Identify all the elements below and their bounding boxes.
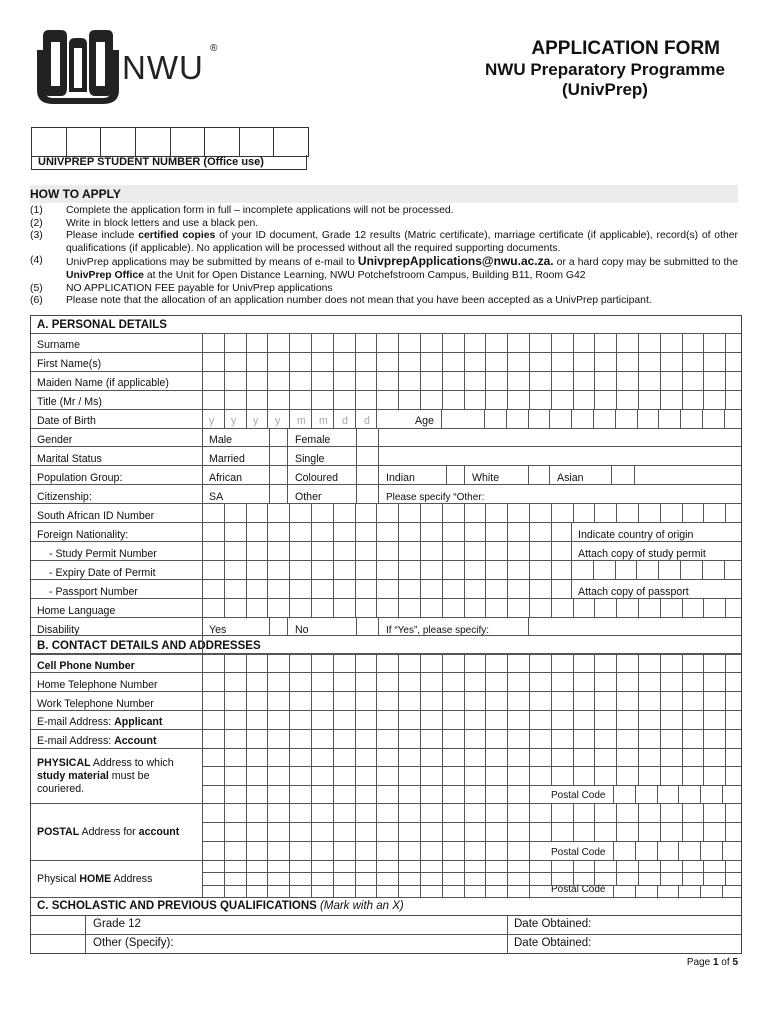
postal-code-label: Postal Code (551, 884, 606, 895)
how-to-apply-steps (30, 205, 738, 308)
step-item: (6) Please note that the allocation of an application number does not mean that you have been accepted as a UnivPrep participant. (30, 295, 652, 307)
label-surname: Surname (37, 339, 80, 351)
postal-code-label: Postal Code (551, 790, 606, 801)
digit-box[interactable] (101, 128, 136, 156)
step-item: (2) Write in block letters and use a black pen. (30, 217, 259, 229)
label-work-tel: Work Telephone Number (37, 698, 154, 710)
step-item: (5) NO APPLICATION FEE payable for UnivPrep applications (30, 282, 333, 294)
page-number: Page 1 of 5 (686, 957, 738, 968)
digit-box[interactable] (274, 128, 308, 156)
label-maiden-name: Maiden Name (if applicable) (37, 377, 169, 389)
option-other: Other (295, 491, 322, 503)
option-indian: Indian (386, 472, 415, 484)
section-a-heading: A. PERSONAL DETAILS (37, 319, 167, 331)
label-dob: Date of Birth (37, 415, 96, 427)
student-number-boxes[interactable] (31, 127, 309, 157)
option-female: Female (295, 434, 331, 446)
nwu-logo-icon (33, 30, 123, 104)
dob-placeholder: m (319, 415, 328, 427)
digit-box[interactable] (171, 128, 206, 156)
label-age: Age (415, 415, 434, 427)
option-asian: Asian (557, 472, 584, 484)
label-cell: Cell Phone Number (37, 660, 135, 672)
section-b-heading: B. CONTACT DETAILS AND ADDRESSES (37, 640, 261, 652)
student-number-label: UNIVPREP STUDENT NUMBER (Office use) (31, 155, 307, 170)
option-grade12: Grade 12 (93, 918, 141, 930)
digit-box[interactable] (240, 128, 275, 156)
label-home-tel: Home Telephone Number (37, 679, 158, 691)
label-population: Population Group: (37, 472, 123, 484)
label-first-names: First Name(s) (37, 358, 102, 370)
step-item: (1) Complete the application form in full – incomplete applications will not be processed. (30, 205, 454, 216)
section-c-heading: C. SCHOLASTIC AND PREVIOUS QUALIFICATIONS (Mark with an X) (37, 900, 404, 912)
label-foreign: Foreign Nationality: (37, 529, 129, 541)
dob-placeholder: m (297, 415, 306, 427)
how-to-apply-heading: HOW TO APPLY (30, 185, 738, 203)
date-obtained-label: Date Obtained: (514, 937, 592, 949)
option-single: Single (295, 453, 325, 465)
step-item: (3) Please include certified copies of your ID document, Grade 12 results (Matric certificate), marriage certificate (if applicable), record(s) of other qualifications (if applicable). No application will be processed without all the required supporting documents. (30, 230, 738, 254)
date-obtained-label: Date Obtained: (514, 918, 592, 930)
application-form-grid[interactable] (30, 315, 742, 916)
option-male: Male (209, 434, 232, 446)
dob-placeholder: y (253, 415, 259, 427)
logo-text: NWU (122, 49, 204, 86)
postal-code-label: Postal Code (551, 847, 606, 858)
option-coloured: Coloured (295, 472, 338, 484)
form-subtitle-1: NWU Preparatory Programme (485, 60, 725, 79)
form-subtitle-2: (UnivPrep) (562, 80, 648, 99)
step-item: (4) UnivPrep applications may be submitted by means of e-mail to UnivprepApplications@nwu.ac.za. or a hard copy may be submitted to the UnivPrep Office at the Unit for Open Distance Learning, NWU Potchefstroom Campus, Building B11, Room G42 (30, 254, 738, 281)
option-no: No (295, 624, 309, 636)
digit-box[interactable] (136, 128, 171, 156)
label-email-account: E-mail Address: Account (37, 735, 157, 747)
label-physical-address: PHYSICAL Address to which study material must be couriered. (37, 757, 174, 795)
label-country-origin: Indicate country of origin (578, 529, 694, 541)
label-postal-address: POSTAL Address for account (37, 826, 180, 838)
label-specify-other: Please specify “Other: (386, 492, 485, 503)
option-sa: SA (209, 491, 224, 503)
dob-placeholder: d (364, 415, 370, 427)
label-citizenship: Citizenship: (37, 491, 92, 503)
option-yes: Yes (209, 624, 227, 636)
digit-box[interactable] (32, 128, 67, 156)
email-link[interactable]: UnivprepApplications@nwu.ac.za. (357, 254, 554, 269)
digit-box[interactable] (67, 128, 102, 156)
label-disability: Disability (37, 624, 80, 636)
option-married: Married (209, 453, 245, 465)
label-email-applicant: E-mail Address: Applicant (37, 716, 163, 728)
label-study-permit: - Study Permit Number (49, 548, 157, 560)
option-white: White (472, 472, 500, 484)
label-attach-permit: Attach copy of study permit (578, 548, 706, 560)
label-expiry: - Expiry Date of Permit (49, 567, 156, 579)
option-african: African (209, 472, 242, 484)
section-c-table[interactable] (30, 916, 742, 954)
dob-placeholder: d (342, 415, 348, 427)
dob-placeholder: y (209, 415, 215, 427)
label-if-yes: If “Yes”, please specify: (386, 625, 490, 636)
label-marital: Marital Status (37, 453, 102, 465)
label-home-address: Physical HOME Address (37, 873, 153, 885)
label-title: Title (Mr / Ms) (37, 396, 102, 408)
label-home-language: Home Language (37, 605, 116, 617)
option-other-qualification: Other (Specify): (93, 937, 174, 949)
registered-mark: ® (210, 43, 218, 54)
label-passport: - Passport Number (49, 586, 138, 598)
form-title: APPLICATION FORM (531, 38, 720, 59)
dob-placeholder: y (231, 415, 237, 427)
dob-placeholder: y (275, 415, 281, 427)
digit-box[interactable] (205, 128, 240, 156)
label-gender: Gender (37, 434, 73, 446)
label-sa-id: South African ID Number (37, 510, 155, 522)
label-attach-passport: Attach copy of passport (578, 586, 689, 598)
